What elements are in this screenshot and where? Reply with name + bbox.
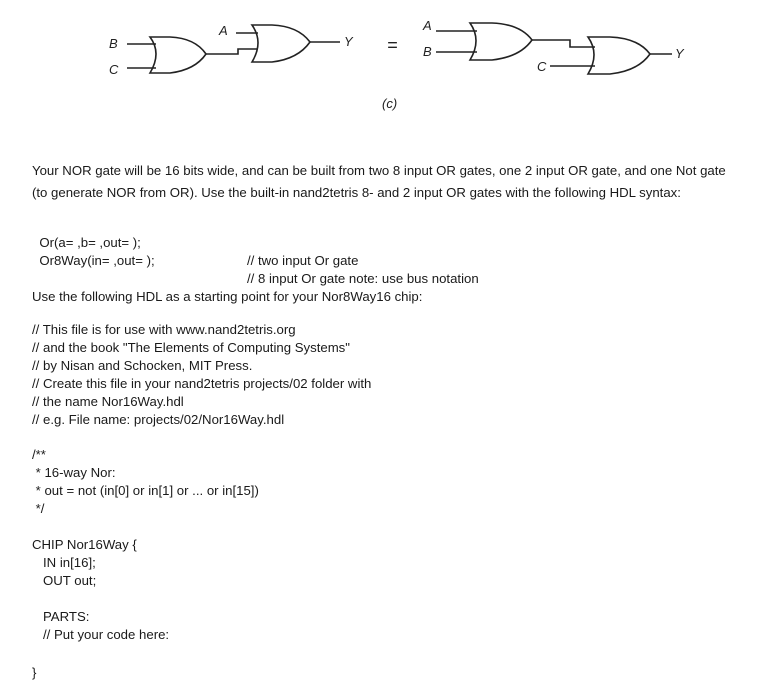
left-label-a: A bbox=[219, 23, 228, 38]
chip-in-line: IN in[16]; bbox=[32, 555, 96, 570]
header-comment-6: // e.g. File name: projects/02/Nor16Way.hdl bbox=[32, 412, 285, 427]
doc-comment-open: /** bbox=[32, 447, 46, 462]
chip-declaration: CHIP Nor16Way { bbox=[32, 537, 137, 552]
syntax-comment-or8way: // 8 input Or gate note: use bus notation bbox=[247, 271, 479, 286]
right-or-gate-2 bbox=[588, 37, 650, 74]
right-label-c: C bbox=[537, 59, 547, 74]
intro-line-2: (to generate NOR from OR). Use the built-in nand2tetris 8- and 2 input OR gates with the following HDL syntax: bbox=[32, 185, 681, 200]
starting-point-text: Use the following HDL as a starting point for your Nor8Way16 chip: bbox=[32, 289, 423, 304]
logic-gate-diagram bbox=[0, 0, 780, 130]
doc-comment-title: * 16-way Nor: bbox=[32, 465, 116, 480]
intro-line-1: Your NOR gate will be 16 bits wide, and can be built from two 8 input OR gates, one 2 input OR gate, and one Not gate bbox=[32, 163, 726, 178]
right-or-gate bbox=[470, 23, 532, 60]
doc-comment-close: */ bbox=[32, 501, 45, 516]
chip-out-line: OUT out; bbox=[32, 573, 97, 588]
syntax-code-or: Or(a= ,b= ,out= ); bbox=[39, 235, 141, 250]
right-label-y: Y bbox=[675, 46, 684, 61]
left-label-b: B bbox=[109, 36, 118, 51]
left-or-gate-2 bbox=[252, 25, 310, 62]
syntax-comment-or: // two input Or gate bbox=[247, 253, 359, 268]
left-label-c: C bbox=[109, 62, 119, 77]
left-or-gate bbox=[150, 37, 206, 73]
chip-parts-label: PARTS: bbox=[32, 609, 90, 624]
right-label-b: B bbox=[423, 44, 432, 59]
right-label-a: A bbox=[423, 18, 432, 33]
right-wire-or-to-or bbox=[532, 40, 595, 47]
header-comment-1: // This file is for use with www.nand2tetris.org bbox=[32, 322, 296, 337]
left-wire-or-to-or bbox=[206, 49, 258, 54]
equals-sign: = bbox=[387, 35, 398, 55]
header-comment-2: // and the book "The Elements of Computing Systems" bbox=[32, 340, 350, 355]
diagram-caption: (c) bbox=[382, 96, 398, 111]
header-comment-5: // the name Nor16Way.hdl bbox=[32, 394, 184, 409]
chip-parts-comment: // Put your code here: bbox=[32, 627, 170, 642]
chip-closing-brace: } bbox=[32, 665, 37, 680]
header-comment-4: // Create this file in your nand2tetris projects/02 folder with bbox=[32, 376, 372, 391]
syntax-code-or8way: Or8Way(in= ,out= ); bbox=[39, 253, 155, 268]
header-comment-3: // by Nisan and Schocken, MIT Press. bbox=[32, 358, 253, 373]
doc-comment-formula: * out = not (in[0] or in[1] or ... or in[15]) bbox=[32, 483, 259, 498]
left-label-y: Y bbox=[344, 34, 353, 49]
